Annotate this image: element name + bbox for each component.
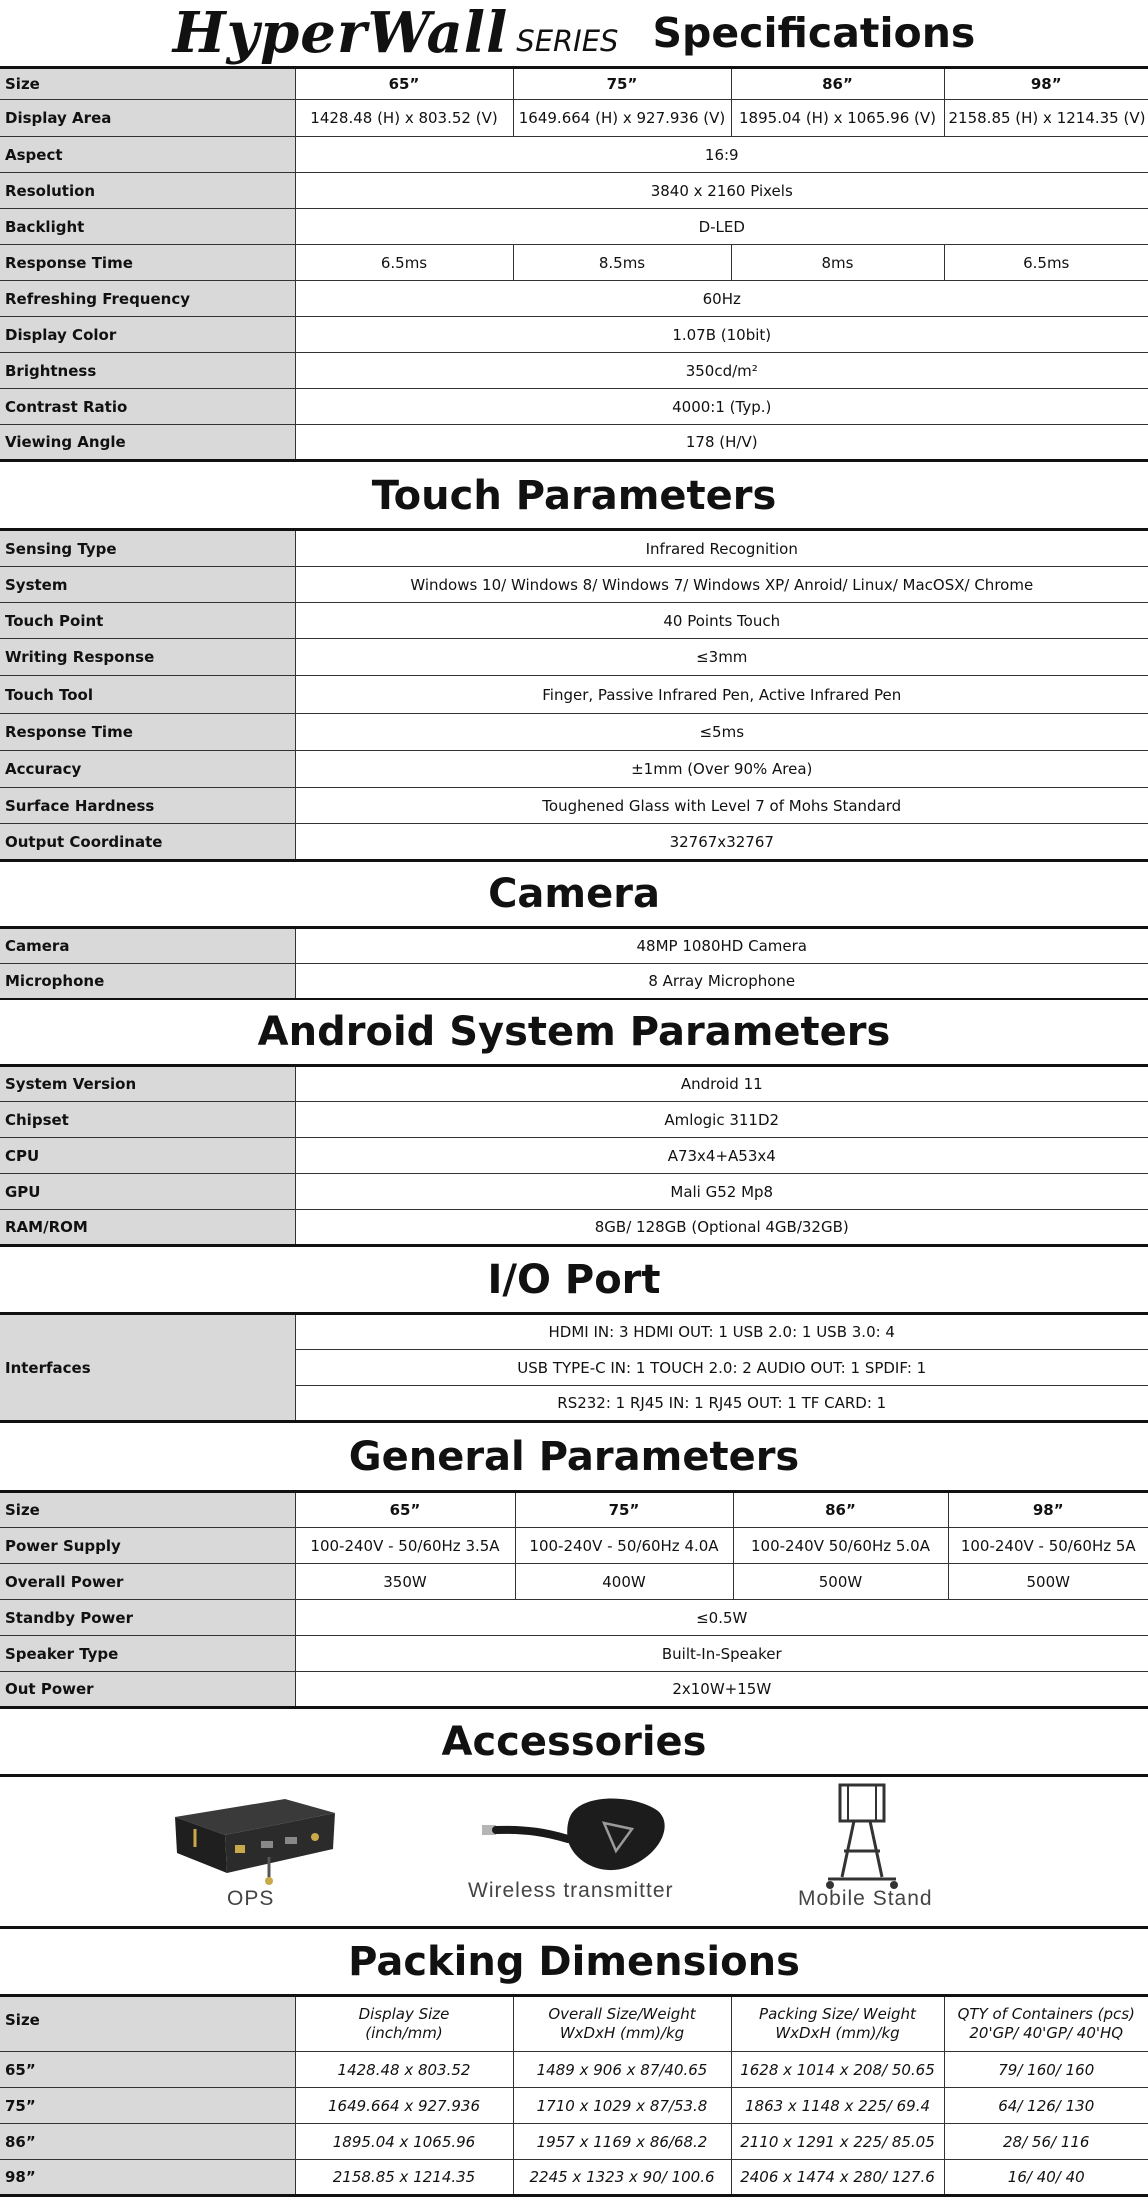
brand-name: HyperWall bbox=[172, 0, 509, 66]
row-label: Display Color bbox=[0, 317, 295, 353]
column-header bbox=[513, 1996, 731, 2052]
cell-value: 4000:1 (Typ.) bbox=[295, 389, 1148, 425]
cell-value: 100-240V - 50/60Hz 4.0A bbox=[515, 1528, 733, 1564]
table-row bbox=[0, 2160, 1148, 2196]
row-label: Response Time bbox=[0, 245, 295, 281]
ops-box-icon bbox=[165, 1787, 345, 1899]
cell-value: 1428.48 (H) x 803.52 (V) bbox=[295, 100, 513, 137]
cell-value: 40 Points Touch bbox=[295, 603, 1148, 639]
cell-value: 400W bbox=[515, 1564, 733, 1600]
cell-value: 79/ 160/ 160 bbox=[944, 2052, 1148, 2088]
ops-item bbox=[165, 1787, 345, 1910]
cell-value: 178 (H/V) bbox=[295, 425, 1148, 461]
cell-value: 6.5ms bbox=[944, 245, 1148, 281]
wireless-transmitter-item bbox=[468, 1787, 678, 1912]
table-row bbox=[0, 714, 1148, 751]
cell-value: 6.5ms bbox=[295, 245, 513, 281]
cell-value: 350W bbox=[295, 1564, 515, 1600]
section-heading: Touch Parameters bbox=[371, 472, 777, 519]
table-row bbox=[0, 1174, 1148, 1210]
packing-dimensions-table bbox=[0, 1994, 1148, 2197]
column-header-line: Display Size bbox=[358, 2005, 450, 2023]
cell-value: ≤5ms bbox=[295, 714, 1148, 751]
cell-value: 32767x32767 bbox=[295, 824, 1148, 861]
table-row bbox=[0, 567, 1148, 603]
sheet-title bbox=[0, 0, 1148, 66]
row-label: System Version bbox=[0, 1066, 295, 1102]
table-row bbox=[0, 1102, 1148, 1138]
row-label: RAM/ROM bbox=[0, 1210, 295, 1246]
specifications-heading: Specifications bbox=[652, 9, 976, 57]
cell-value: 500W bbox=[948, 1564, 1148, 1600]
mobile-stand-caption: Mobile Stand bbox=[798, 1887, 933, 1910]
table-row bbox=[0, 245, 1148, 281]
table-row bbox=[0, 1672, 1148, 1708]
table-row bbox=[0, 1996, 1148, 2052]
cell-value: 2158.85 (H) x 1214.35 (V) bbox=[944, 100, 1148, 137]
table-row bbox=[0, 1210, 1148, 1246]
row-label: Brightness bbox=[0, 353, 295, 389]
mobile-stand-item bbox=[792, 1781, 942, 1916]
row-label: Sensing Type bbox=[0, 530, 295, 567]
row-label: Output Coordinate bbox=[0, 824, 295, 861]
row-label: Accuracy bbox=[0, 751, 295, 788]
row-label: Touch Tool bbox=[0, 676, 295, 714]
accessories-heading bbox=[0, 1710, 1148, 1774]
row-label: Aspect bbox=[0, 137, 295, 173]
table-row bbox=[0, 2124, 1148, 2160]
table-row bbox=[0, 100, 1148, 137]
column-header-line: Overall Size/Weight bbox=[548, 2005, 696, 2023]
row-label: Size bbox=[0, 1492, 295, 1528]
cell-value: 64/ 126/ 130 bbox=[944, 2088, 1148, 2124]
section-heading: Android System Parameters bbox=[257, 1009, 891, 1055]
row-label: 98” bbox=[0, 2160, 295, 2196]
cell-value: 8ms bbox=[731, 245, 944, 281]
section-heading: General Parameters bbox=[348, 1433, 800, 1480]
column-header bbox=[731, 1996, 944, 2052]
cell-value: 100-240V - 50/60Hz 5A bbox=[948, 1528, 1148, 1564]
size-header-65: 65” bbox=[295, 1492, 515, 1528]
size-header-98: 98” bbox=[944, 68, 1148, 100]
section-heading: Camera bbox=[488, 871, 660, 917]
size-header-65: 65” bbox=[295, 68, 513, 100]
row-label: Chipset bbox=[0, 1102, 295, 1138]
row-label: Writing Response bbox=[0, 639, 295, 676]
table-row bbox=[0, 1066, 1148, 1102]
cell-value: Finger, Passive Infrared Pen, Active Infrared Pen bbox=[295, 676, 1148, 714]
cell-value: Mali G52 Mp8 bbox=[295, 1174, 1148, 1210]
row-label: Standby Power bbox=[0, 1600, 295, 1636]
cell-value: 8.5ms bbox=[513, 245, 731, 281]
cell-value: D-LED bbox=[295, 209, 1148, 245]
cell-value: Android 11 bbox=[295, 1066, 1148, 1102]
cell-value: 1428.48 x 803.52 bbox=[295, 2052, 513, 2088]
cell-value: 500W bbox=[733, 1564, 948, 1600]
table-row bbox=[0, 639, 1148, 676]
table-row bbox=[0, 964, 1148, 1000]
cell-value: 100-240V - 50/60Hz 3.5A bbox=[295, 1528, 515, 1564]
row-label: Display Area bbox=[0, 100, 295, 137]
row-label: Power Supply bbox=[0, 1528, 295, 1564]
cell-value: 2110 x 1291 x 225/ 85.05 bbox=[731, 2124, 944, 2160]
table-row bbox=[0, 1528, 1148, 1564]
row-label: 65” bbox=[0, 2052, 295, 2088]
table-row bbox=[0, 425, 1148, 461]
table-row bbox=[0, 2088, 1148, 2124]
io-port-heading bbox=[0, 1248, 1148, 1312]
cell-value: 1489 x 906 x 87/40.65 bbox=[513, 2052, 731, 2088]
table-row bbox=[0, 603, 1148, 639]
row-label: Surface Hardness bbox=[0, 788, 295, 824]
table-row bbox=[0, 1138, 1148, 1174]
cell-value: Amlogic 311D2 bbox=[295, 1102, 1148, 1138]
size-header-86: 86” bbox=[731, 68, 944, 100]
general-parameters-table bbox=[0, 1490, 1148, 1709]
cell-value: HDMI IN: 3 HDMI OUT: 1 USB 2.0: 1 USB 3.0: 4 bbox=[295, 1314, 1148, 1350]
column-header-line: 20'GP/ 40'GP/ 40'HQ bbox=[969, 2024, 1124, 2042]
row-label: Interfaces bbox=[0, 1314, 295, 1422]
table-row bbox=[0, 1636, 1148, 1672]
row-label: System bbox=[0, 567, 295, 603]
cell-value: 2x10W+15W bbox=[295, 1672, 1148, 1708]
cell-value: RS232: 1 RJ45 IN: 1 RJ45 OUT: 1 TF CARD: 1 bbox=[295, 1386, 1148, 1422]
table-row bbox=[0, 2052, 1148, 2088]
table-row bbox=[0, 209, 1148, 245]
row-label: CPU bbox=[0, 1138, 295, 1174]
column-header-line: Packing Size/ Weight bbox=[759, 2005, 916, 2023]
cell-value: 1649.664 (H) x 927.936 (V) bbox=[513, 100, 731, 137]
table-row bbox=[0, 173, 1148, 209]
packing-dimensions-heading bbox=[0, 1929, 1148, 1994]
accessories-panel bbox=[0, 1774, 1148, 1929]
column-header-line: QTY of Containers (pcs) bbox=[957, 2005, 1135, 2023]
size-header-98: 98” bbox=[948, 1492, 1148, 1528]
table-row bbox=[0, 137, 1148, 173]
cell-value: ±1mm (Over 90% Area) bbox=[295, 751, 1148, 788]
mobile-stand-icon bbox=[792, 1781, 942, 1893]
table-row bbox=[0, 530, 1148, 567]
row-label: Out Power bbox=[0, 1672, 295, 1708]
table-row bbox=[0, 1492, 1148, 1528]
camera-heading bbox=[0, 862, 1148, 926]
cell-value: 8GB/ 128GB (Optional 4GB/32GB) bbox=[295, 1210, 1148, 1246]
size-header-75: 75” bbox=[515, 1492, 733, 1528]
wireless-transmitter-caption: Wireless transmitter bbox=[468, 1879, 674, 1902]
column-header-line: WxDxH (mm)/kg bbox=[559, 2024, 685, 2042]
table-row bbox=[0, 281, 1148, 317]
column-header-line: WxDxH (mm)/kg bbox=[775, 2024, 900, 2042]
cell-value: 16:9 bbox=[295, 137, 1148, 173]
cell-value: 3840 x 2160 Pixels bbox=[295, 173, 1148, 209]
touch-parameters-heading bbox=[0, 463, 1148, 528]
row-label: Speaker Type bbox=[0, 1636, 295, 1672]
specifications-table bbox=[0, 66, 1148, 462]
table-row bbox=[0, 824, 1148, 861]
table-row bbox=[0, 68, 1148, 100]
ops-caption: OPS bbox=[227, 1887, 275, 1910]
table-row bbox=[0, 928, 1148, 964]
cell-value: 48MP 1080HD Camera bbox=[295, 928, 1148, 964]
row-label: Contrast Ratio bbox=[0, 389, 295, 425]
size-header-86: 86” bbox=[733, 1492, 948, 1528]
row-label: Size bbox=[0, 68, 295, 100]
cell-value: 1895.04 x 1065.96 bbox=[295, 2124, 513, 2160]
cell-value: Infrared Recognition bbox=[295, 530, 1148, 567]
table-row bbox=[0, 389, 1148, 425]
camera-table bbox=[0, 926, 1148, 1001]
cell-value: Windows 10/ Windows 8/ Windows 7/ Windows XP/ Anroid/ Linux/ MacOSX/ Chrome bbox=[295, 567, 1148, 603]
cell-value: ≤0.5W bbox=[295, 1600, 1148, 1636]
row-label: 75” bbox=[0, 2088, 295, 2124]
cell-value: 28/ 56/ 116 bbox=[944, 2124, 1148, 2160]
cell-value: 1710 x 1029 x 87/53.8 bbox=[513, 2088, 731, 2124]
table-row bbox=[0, 751, 1148, 788]
table-row bbox=[0, 1600, 1148, 1636]
row-label: Size bbox=[0, 1996, 295, 2052]
row-label: Backlight bbox=[0, 209, 295, 245]
cell-value: 1628 x 1014 x 208/ 50.65 bbox=[731, 2052, 944, 2088]
cell-value: 1.07B (10bit) bbox=[295, 317, 1148, 353]
table-row bbox=[0, 1314, 1148, 1350]
row-label: GPU bbox=[0, 1174, 295, 1210]
table-row bbox=[0, 1564, 1148, 1600]
table-row bbox=[0, 788, 1148, 824]
row-label: Resolution bbox=[0, 173, 295, 209]
row-label: Microphone bbox=[0, 964, 295, 1000]
row-label: Viewing Angle bbox=[0, 425, 295, 461]
cell-value: 8 Array Microphone bbox=[295, 964, 1148, 1000]
cell-value: 1863 x 1148 x 225/ 69.4 bbox=[731, 2088, 944, 2124]
cell-value: USB TYPE-C IN: 1 TOUCH 2.0: 2 AUDIO OUT: 1 SPDIF: 1 bbox=[295, 1350, 1148, 1386]
cell-value: 2406 x 1474 x 280/ 127.6 bbox=[731, 2160, 944, 2196]
size-header-75: 75” bbox=[513, 68, 731, 100]
row-label: Overall Power bbox=[0, 1564, 295, 1600]
row-label: Response Time bbox=[0, 714, 295, 751]
row-label: Camera bbox=[0, 928, 295, 964]
cell-value: 2158.85 x 1214.35 bbox=[295, 2160, 513, 2196]
android-system-heading bbox=[0, 1000, 1148, 1064]
cell-value: 1649.664 x 927.936 bbox=[295, 2088, 513, 2124]
column-header bbox=[944, 1996, 1148, 2052]
cell-value: Toughened Glass with Level 7 of Mohs Standard bbox=[295, 788, 1148, 824]
cell-value: 350cd/m² bbox=[295, 353, 1148, 389]
general-parameters-heading bbox=[0, 1423, 1148, 1490]
cell-value: 60Hz bbox=[295, 281, 1148, 317]
cell-value: 16/ 40/ 40 bbox=[944, 2160, 1148, 2196]
wireless-transmitter-icon bbox=[468, 1787, 678, 1887]
table-row bbox=[0, 676, 1148, 714]
row-label: Refreshing Frequency bbox=[0, 281, 295, 317]
cell-value: 100-240V 50/60Hz 5.0A bbox=[733, 1528, 948, 1564]
cell-value: 1957 x 1169 x 86/68.2 bbox=[513, 2124, 731, 2160]
touch-parameters-table bbox=[0, 528, 1148, 862]
cell-value: ≤3mm bbox=[295, 639, 1148, 676]
row-label: 86” bbox=[0, 2124, 295, 2160]
table-row bbox=[0, 317, 1148, 353]
row-label: Touch Point bbox=[0, 603, 295, 639]
table-row bbox=[0, 353, 1148, 389]
io-port-table bbox=[0, 1312, 1148, 1423]
cell-value: Built-In-Speaker bbox=[295, 1636, 1148, 1672]
column-header bbox=[295, 1996, 513, 2052]
section-heading: Packing Dimensions bbox=[348, 1938, 800, 1985]
cell-value: A73x4+A53x4 bbox=[295, 1138, 1148, 1174]
android-system-table bbox=[0, 1064, 1148, 1247]
series-label: SERIES bbox=[516, 24, 619, 58]
section-heading: I/O Port bbox=[487, 1257, 661, 1303]
column-header-line: (inch/mm) bbox=[365, 2024, 443, 2042]
cell-value: 1895.04 (H) x 1065.96 (V) bbox=[731, 100, 944, 137]
cell-value: 2245 x 1323 x 90/ 100.6 bbox=[513, 2160, 731, 2196]
section-heading: Accessories bbox=[441, 1719, 707, 1765]
